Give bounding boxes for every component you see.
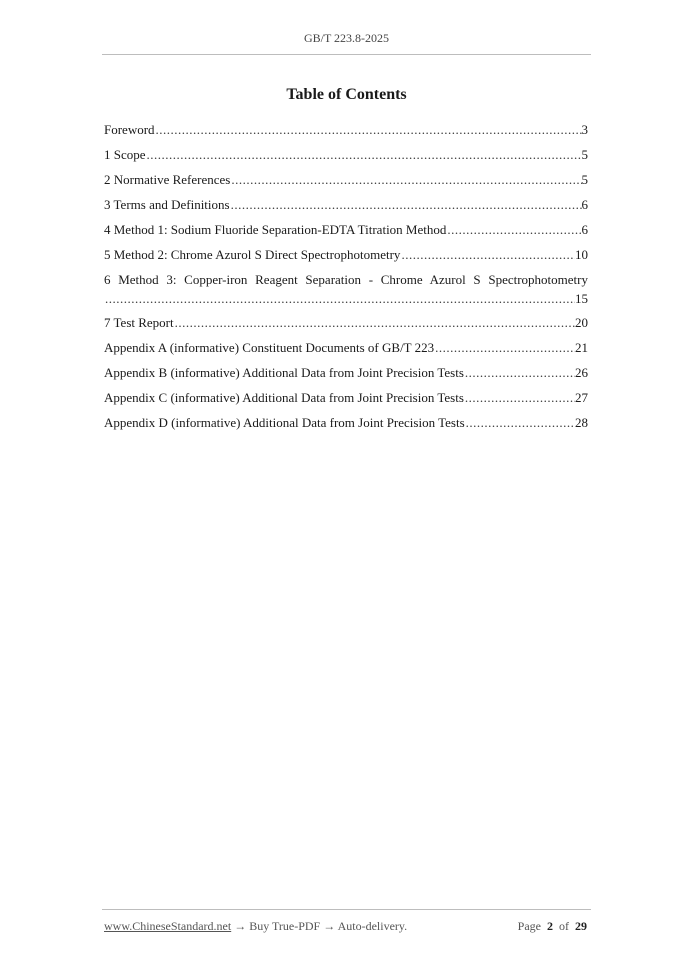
toc-entry-method-3[interactable] bbox=[104, 270, 588, 313]
toc-title: Table of Contents bbox=[286, 86, 407, 103]
toc-leader-dots bbox=[465, 413, 575, 432]
arrow-right-icon: → bbox=[234, 919, 247, 933]
page-label: Page bbox=[517, 919, 541, 933]
toc-leader-dots bbox=[155, 120, 582, 139]
toc-entry-text: 4 Method 1: Sodium Fluoride Separation-EDTA Titration Method bbox=[104, 222, 447, 237]
toc-entry-page: 5 bbox=[581, 147, 588, 162]
toc-entry-page: 20 bbox=[575, 315, 588, 330]
toc-entry-page: 15 bbox=[575, 291, 588, 306]
running-header: GB/T 223.8-2025 bbox=[303, 31, 390, 45]
toc-entry-terms-definitions[interactable] bbox=[104, 195, 588, 220]
toc-entry-page: 6 bbox=[581, 197, 588, 212]
table-of-contents bbox=[104, 120, 588, 438]
toc-entry-appendix-c[interactable] bbox=[104, 388, 588, 413]
toc-entry-text: 7 Test Report bbox=[104, 315, 174, 330]
toc-entry-page: 27 bbox=[575, 390, 588, 405]
toc-entry-page: 3 bbox=[581, 122, 588, 137]
toc-entry-foreword[interactable] bbox=[104, 120, 588, 145]
toc-leader-dots bbox=[146, 145, 582, 164]
toc-entry-page: 28 bbox=[575, 415, 588, 430]
site-link[interactable]: www.ChineseStandard.net bbox=[104, 919, 232, 933]
buy-pdf-link[interactable]: Buy True-PDF bbox=[249, 919, 321, 933]
toc-entry-page: 10 bbox=[575, 247, 588, 262]
toc-entry-page: 26 bbox=[575, 365, 588, 380]
toc-entry-text: Appendix C (informative) Additional Data from Joint Precision Tests bbox=[104, 390, 464, 405]
toc-entry-text: 1 Scope bbox=[104, 147, 146, 162]
toc-entry-scope[interactable] bbox=[104, 145, 588, 170]
toc-entry-page: 5 bbox=[581, 172, 588, 187]
delivery-text: Auto-delivery. bbox=[337, 919, 408, 933]
toc-leader-dots bbox=[104, 289, 575, 308]
toc-leader-dots bbox=[400, 245, 575, 264]
toc-entry-text: 6 Method 3: Copper-iron Reagent Separation - Chrome Azurol S Spectrophotometry bbox=[104, 272, 588, 287]
toc-entry-appendix-a[interactable] bbox=[104, 338, 588, 363]
toc-leader-dots bbox=[230, 195, 582, 214]
toc-entry-page: 21 bbox=[575, 340, 588, 355]
toc-entry-text: 2 Normative References bbox=[104, 172, 231, 187]
toc-entry-text: Foreword bbox=[104, 122, 155, 137]
toc-leader-dots bbox=[174, 313, 575, 332]
toc-entry-page: 6 bbox=[581, 222, 588, 237]
footer-divider bbox=[102, 909, 591, 910]
toc-entry-method-1[interactable] bbox=[104, 220, 588, 245]
toc-leader-dots bbox=[434, 338, 575, 357]
toc-entry-test-report[interactable] bbox=[104, 313, 588, 338]
toc-entry-text: Appendix D (informative) Additional Data from Joint Precision Tests bbox=[104, 415, 465, 430]
toc-entry-text: Appendix A (informative) Constituent Documents of GB/T 223 bbox=[104, 340, 435, 355]
arrow-right-icon: → bbox=[323, 919, 336, 933]
toc-entry-appendix-b[interactable] bbox=[104, 363, 588, 388]
toc-entry-appendix-d[interactable] bbox=[104, 413, 588, 438]
page-indicator bbox=[518, 919, 587, 934]
toc-entry-method-2[interactable] bbox=[104, 245, 588, 270]
toc-leader-dots bbox=[464, 363, 575, 382]
toc-entry-text: Appendix B (informative) Additional Data from Joint Precision Tests bbox=[104, 365, 464, 380]
header-divider bbox=[102, 54, 591, 55]
page-total: 29 bbox=[575, 919, 587, 933]
footer-promo bbox=[104, 919, 407, 934]
toc-entry-normative-references[interactable] bbox=[104, 170, 588, 195]
toc-entry-text: 3 Terms and Definitions bbox=[104, 197, 230, 212]
page-current: 2 bbox=[547, 919, 553, 933]
page-of-label: of bbox=[559, 919, 569, 933]
toc-entry-text: 5 Method 2: Chrome Azurol S Direct Spectrophotometry bbox=[104, 247, 401, 262]
toc-leader-dots bbox=[446, 220, 581, 239]
toc-leader-dots bbox=[464, 388, 575, 407]
toc-leader-dots bbox=[230, 170, 581, 189]
